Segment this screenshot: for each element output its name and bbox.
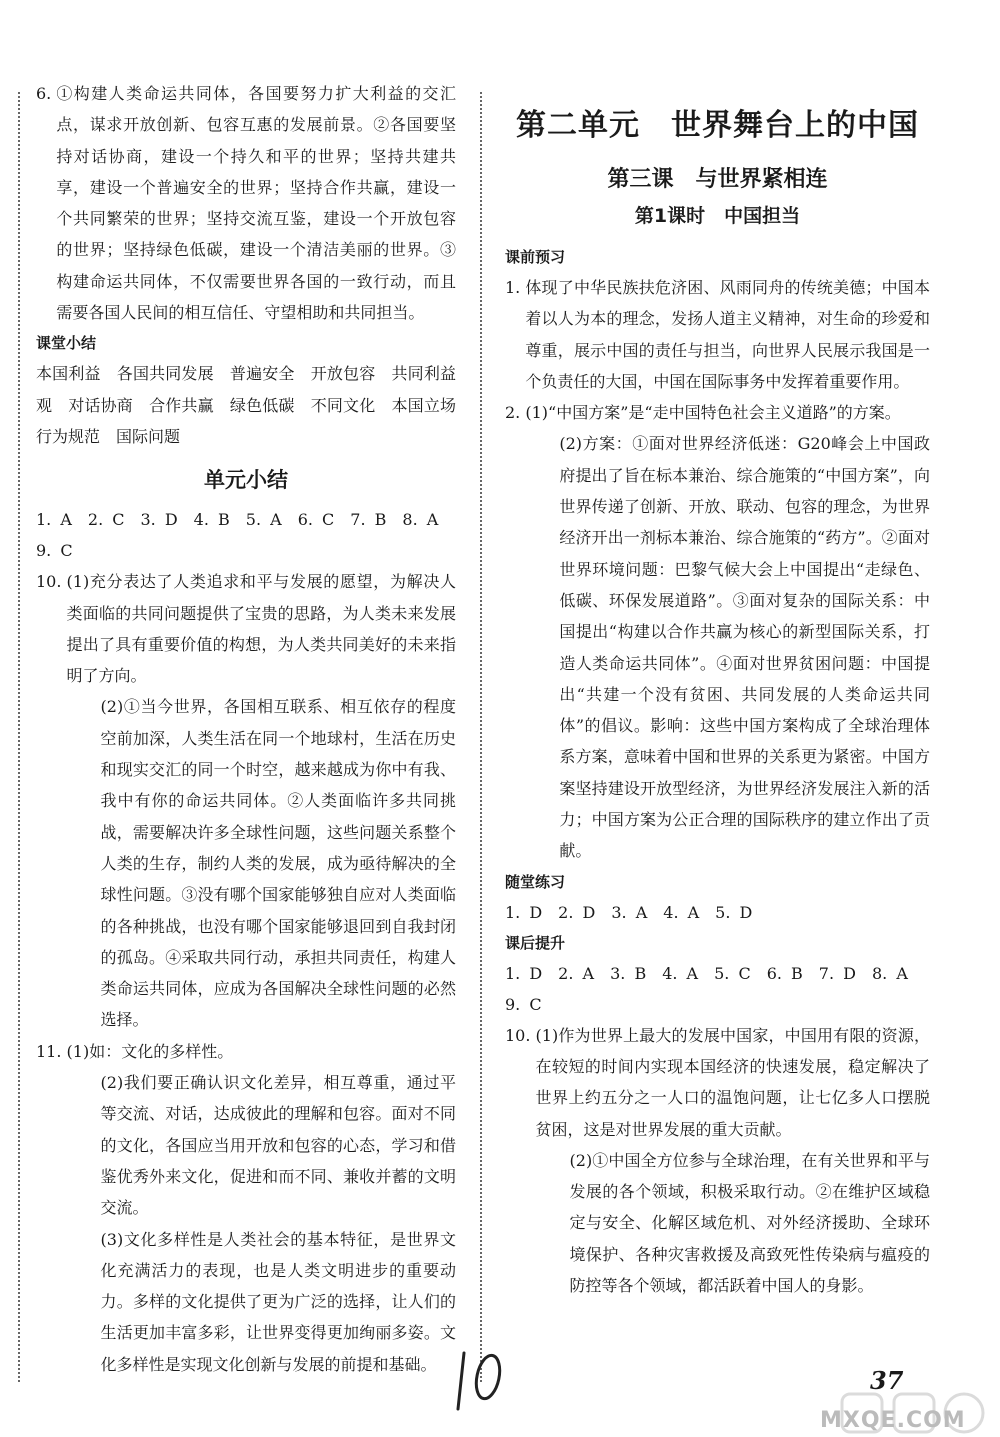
practice-answers: 1. D 2. D 3. A 4. A 5. D	[505, 902, 753, 922]
preview-label: 课前预习	[505, 248, 566, 266]
answer-part-2: (2)方案：①面对世界经济低迷：G20峰会上中国政府提出了旨在标本兼治、综合施策的“中国方案”，向世界传递了创新、开放、联动、包容的理念，为世界经济开出一剂标本兼治、综合施策的“药方”。②面对世界环境问题：巴黎气候大会上中国提出“走绿色、低碳、环保发展道路”。③面对复杂的国际关系：中国提出“构建以合作共赢为核心的新型国际关系，打造人类命运共同体”。④面对世界贫困问题：中国提出“共建一个没有贫困、共同发展的人类命运共同体”的倡议。影响：这些中国方案构成了全球治理体系方案，意味着中国和世界的关系更为紧密。中国方案坚持建设开放型经济，为世界经济发展注入新的活力；中国方案为公正合理的国际秩序的建立作出了贡献。	[559, 434, 930, 861]
answer-part-1: (1)如：文化的多样性。	[66, 1041, 234, 1061]
watermark-text: MXQE.COM	[820, 1408, 966, 1433]
period-title: 第1课时 中国担当	[634, 205, 801, 227]
question-10	[36, 566, 456, 1035]
practice-label: 随堂练习	[505, 872, 566, 891]
answer-part-1: (1)作为世界上最大的发展中国家，中国用有限的资源，在较短的时间内实现本国经济的快速发展，稳定解决了世界上约五分之一人口的温饱问题，让七亿多人口摆脱贫困，这是对世界发展的重大贡献。	[535, 1025, 930, 1139]
left-dotted-margin	[18, 92, 20, 1382]
preview-question-2	[505, 397, 930, 866]
question-number: 10.	[505, 1025, 536, 1045]
answer-part-1: (1)“中国方案”是“走中国特色社会主义道路”的方案。	[525, 403, 901, 423]
answer-text: ①构建人类命运共同体，各国要努力扩大利益的交汇点，谋求开放创新、包容互惠的发展前景。②各国要坚持对话协商，建设一个持久和平的世界；坚持共建共享，建设一个普遍安全的世界；坚持合作共赢，建设一个共同繁荣的世界；坚持交流互鉴，建设一个开放包容的世界；坚持绿色低碳，建设一个清洁美丽的世界。③构建命运共同体，不仅需要世界各国的一致行动，而且需要各国人民间的相互信任、守望相助和共同担当。	[56, 84, 456, 323]
unit-summary-title: 单元小结	[204, 468, 288, 493]
question-number: 6.	[36, 84, 57, 103]
after-class-label: 课后提升	[505, 933, 566, 952]
answer-text: 体现了中华民族扶危济困、风雨同舟的传统美德；中国本着以人为本的理念，发扬人道主义精神，对生命的珍爱和尊重，展示中国的责任与担当，向世界人民展示我国是一个负责任的大国，中国在国际事务中发挥着重要作用。	[525, 278, 930, 391]
question-11	[36, 1036, 456, 1380]
left-column	[36, 78, 473, 1380]
answer-part-2: (2)①当今世界，各国相互联系、相互依存的程度空前加深，人类生活在同一个地球村，生活在历史和现实交汇的同一个时空，越来越成为你中有我、我中有你的命运共同体。②人类面临许多共同挑战，需要解决许多全球性问题，这些问题关系整个人类的生存，制约人类的发展，成为亟待解决的全球性问题。③没有哪个国家能够独自应对人类面临的各种挑战，也没有哪个国家能够退回到自我封闭的孤岛。④采取共同行动，承担共同责任，构建人类命运共同体，应成为各国解决全球性问题的必然选择。	[100, 697, 456, 1030]
question-number: 1.	[505, 278, 526, 297]
question-6	[36, 78, 456, 328]
answer-part-3: (3)文化多样性是人类社会的基本特征，是世界文化充满活力的表现，也是人类文明进步的重要动力。多样的文化提供了更为广泛的选择，让人们的生活更加丰富多彩，让世界变得更加绚丽多姿。文化多样性是实现文化创新与发展的前提和基础。	[100, 1229, 456, 1374]
question-number: 10.	[36, 572, 67, 592]
class-summary-text: 本国利益 各国共同发展 普遍安全 开放包容 共同利益观 对话协商 合作共赢 绿色低碳 不同文化 本国立场 行为规范 国际问题	[36, 364, 473, 446]
lesson-title: 第三课 与世界紧相连	[607, 167, 828, 192]
class-summary-label: 课堂小结	[36, 334, 97, 353]
choice-answers: 1. A 2. C 3. D 4. B 5. A 6. C 7. B 8. A 9. C	[36, 510, 455, 561]
preview-question-1	[505, 272, 930, 397]
answer-part-1: (1)充分表达了人类追求和平与发展的愿望，为解决人类面临的共同问题提供了宝贵的思路，为人类未来发展提出了具有重要价值的构想，为人类共同美好的未来指明了方向。	[66, 572, 456, 686]
after-class-answers: 1. D 2. A 3. B 4. A 5. C 6. B 7. D 8. A 9. C	[505, 963, 924, 1014]
after-question-10	[505, 1020, 930, 1302]
center-dotted-divider	[480, 92, 482, 1382]
question-number: 2.	[505, 403, 526, 423]
right-column	[505, 100, 930, 1301]
handwritten-mark	[450, 1345, 510, 1415]
page-number: 37	[870, 1366, 904, 1395]
answer-part-2: (2)①中国全方位参与全球治理，在有关世界和平与发展的各个领域，积极采取行动。②在维护区域稳定与安全、化解区域危机、对外经济援助、全球环境保护、各种灾害救援及高致死性传染病与瘟疫的防控等各个领域，都活跃着中国人的身影。	[569, 1150, 930, 1296]
unit-title: 第二单元 世界舞台上的中国	[516, 108, 919, 143]
answer-part-2: (2)我们要正确认识文化差异，相互尊重，通过平等交流、对话，达成彼此的理解和包容。面对不同的文化，各国应当用开放和包容的心态，学习和借鉴优秀外来文化，促进和而不同、兼收并蓄的文明交流。	[100, 1073, 456, 1218]
question-number: 11.	[36, 1041, 67, 1061]
